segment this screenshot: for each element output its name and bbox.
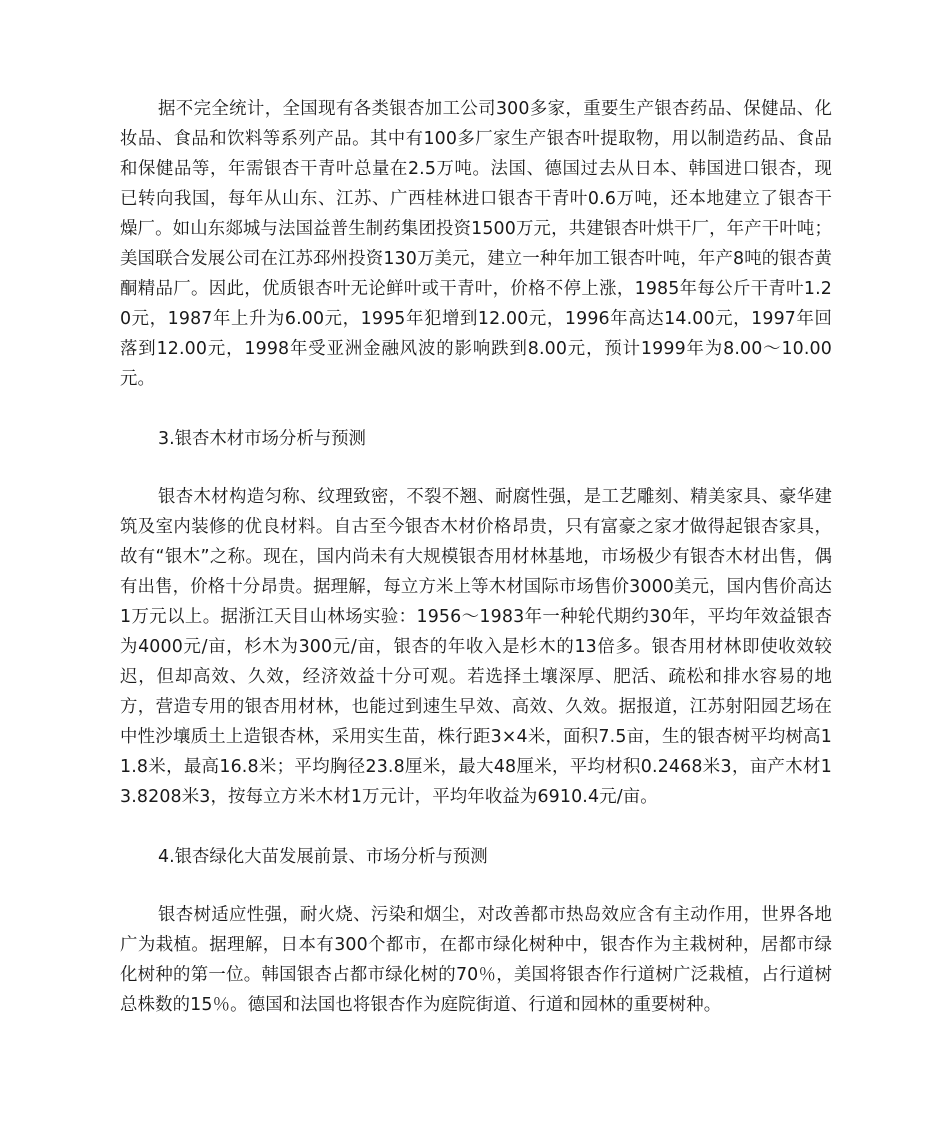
paragraph-ginkgo-processing-market: 据不完全统计，全国现有各类银杏加工公司300多家，重要生产银杏药品、保健品、化妆品、食品和饮料等系列产品。其中有100多厂家生产银杏叶提取物，用以制造药品、食品和保健品等，年需银杏干青叶总量在2.5万吨。法国、德国过去从日本、韩国进口银杏，现已转向我国，每年从山东、江苏、广西桂林进口银杏干青叶0.6万吨，还本地建立了银杏干燥厂。如山东郯城与法国益普生制药集团投资1500万元，共建银杏叶烘干厂，年产干叶吨；美国联合发展公司在江苏邳州投资130万美元，建立一种年加工银杏叶吨，年产8吨的银杏黄酮精品厂。因此，优质银杏叶无论鲜叶或干青叶，价格不停上涨，1985年每公斤干青叶1.20元，1987年上升为6.00元，1995年犯增到12.00元，1996年高达14.00元，1997年回落到12.00元，1998年受亚洲金融风波的影响跌到8.00元，预计1999年为8.00～10.00元。	[120, 99, 832, 389]
paragraph-ginkgo-urban-greening: 银杏树适应性强，耐火烧、污染和烟尘，对改善都市热岛效应含有主动作用，世界各地广为栽植。据理解，日本有300个都市，在都市绿化树种中，银杏作为主栽树种，居都市绿化树种的第一位。韩国银杏占都市绿化树的70％，美国将银杏作行道树广泛栽植，占行道树总株数的15％。德国和法国也将银杏作为庭院街道、行道和园林的重要树种。	[120, 905, 832, 1015]
section-heading-greening-seedlings: 4.银杏绿化大苗发展前景、市场分析与预测	[158, 847, 488, 867]
paragraph-ginkgo-timber: 银杏木材构造匀称、纹理致密，不裂不翘、耐腐性强，是工艺雕刻、精美家具、豪华建筑及室内装修的优良材料。自古至今银杏木材价格昂贵，只有富豪之家才做得起银杏家具，故有“银木”之称。现在，国内尚未有大规模银杏用材林基地，市场极少有银杏木材出售，偶有出售，价格十分昂贵。据理解，每立方米上等木材国际市场售价3000美元，国内售价高达1万元以上。据浙江天目山林场实验：1956～1983年一种轮代期约30年，平均年效益银杏为4000元/亩，杉木为300元/亩，银杏的年收入是杉木的13倍多。银杏用材林即使收效较迟，但却高效、久效，经济效益十分可观。若选择土壤深厚、肥活、疏松和排水容易的地方，营造专用的银杏用材林，也能过到速生早效、高效、久效。据报道，江苏射阳园艺场在中性沙壤质土上造银杏林，采用实生苗，株行距3×4米，面积7.5亩，生的银杏树平均树高11.8米，最高16.8米；平均胸径23.8厘米，最大48厘米，平均材积0.2468米3，亩产木材13.8208米3，按每立方米木材1万元计，平均年收益为6910.4元/亩。	[120, 487, 832, 807]
document-body	[120, 94, 832, 1020]
section-heading-timber-market: 3.银杏木材市场分析与预测	[158, 429, 366, 449]
